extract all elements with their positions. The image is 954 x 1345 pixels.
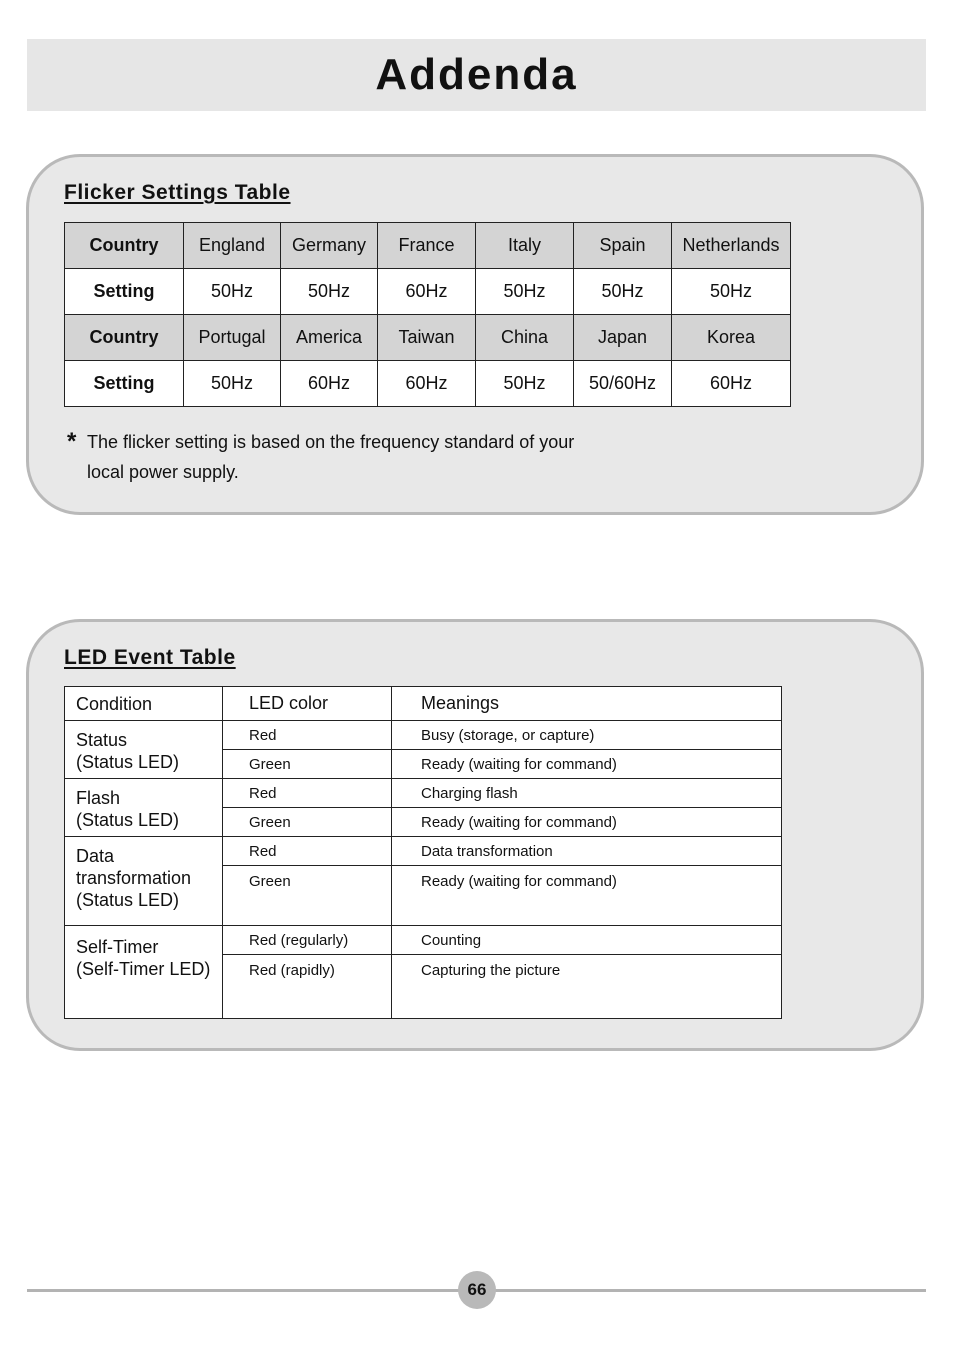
led-color-cell: Red (223, 779, 392, 808)
table-cell: Italy (476, 223, 574, 269)
condition-text: (Status LED) (76, 810, 180, 830)
table-row (65, 315, 791, 361)
table-row (65, 269, 791, 315)
meaning-cell: Charging flash (392, 779, 782, 808)
table-cell: 60Hz (378, 361, 476, 407)
table-cell: 50Hz (281, 269, 378, 315)
table-cell: Portugal (184, 315, 281, 361)
led-color-cell: Red (223, 837, 392, 866)
led-event-panel (26, 619, 924, 1051)
table-cell: France (378, 223, 476, 269)
table-cell: 50Hz (672, 269, 791, 315)
table-cell: 50Hz (476, 269, 574, 315)
condition-cell (65, 837, 223, 926)
page-title: Addenda (375, 50, 578, 99)
table-row (65, 926, 782, 955)
meaning-cell: Capturing the picture (392, 955, 782, 1019)
header-band (27, 39, 926, 111)
meaning-cell: Data transformation (392, 837, 782, 866)
flicker-settings-title: Flicker Settings Table (64, 181, 291, 204)
footnote-line: local power supply. (87, 462, 239, 482)
table-row (65, 779, 782, 808)
table-cell: Spain (574, 223, 672, 269)
condition-cell (65, 721, 223, 779)
table-cell: China (476, 315, 574, 361)
table-cell: Japan (574, 315, 672, 361)
condition-text: Self-Timer (76, 937, 159, 957)
led-color-cell: Red (regularly) (223, 926, 392, 955)
table-cell: Germany (281, 223, 378, 269)
table-cell: 60Hz (672, 361, 791, 407)
led-event-title: LED Event Table (64, 646, 236, 669)
setting-label: Setting (65, 361, 184, 407)
table-row (65, 721, 782, 750)
led-color-cell: Red (223, 721, 392, 750)
condition-text: (Status LED) (76, 890, 180, 910)
table-cell: Korea (672, 315, 791, 361)
meaning-cell: Busy (storage, or capture) (392, 721, 782, 750)
table-cell: 50Hz (476, 361, 574, 407)
table-cell: 60Hz (281, 361, 378, 407)
led-color-cell: Green (223, 866, 392, 926)
meaning-cell: Ready (waiting for command) (392, 866, 782, 926)
condition-text: Data (76, 846, 115, 866)
condition-text: Flash (76, 788, 121, 808)
condition-cell (65, 926, 223, 1019)
asterisk-icon: * (67, 428, 77, 455)
page-number: 66 (458, 1271, 496, 1309)
table-header-row (65, 687, 782, 721)
table-cell: 50/60Hz (574, 361, 672, 407)
table-cell: America (281, 315, 378, 361)
table-cell: Taiwan (378, 315, 476, 361)
condition-text: (Status LED) (76, 752, 180, 772)
condition-text: (Self-Timer LED) (76, 959, 211, 979)
meaning-cell: Counting (392, 926, 782, 955)
led-color-cell: Red (rapidly) (223, 955, 392, 1019)
table-row (65, 223, 791, 269)
meaning-cell: Ready (waiting for command) (392, 808, 782, 837)
table-cell: 50Hz (184, 361, 281, 407)
table-row (65, 361, 791, 407)
led-event-table (64, 686, 782, 1019)
condition-cell (65, 779, 223, 837)
meaning-cell: Ready (waiting for command) (392, 750, 782, 779)
setting-label: Setting (65, 269, 184, 315)
flicker-settings-panel (26, 154, 924, 515)
column-header-condition: Condition (65, 687, 223, 721)
table-cell: England (184, 223, 281, 269)
led-color-cell: Green (223, 808, 392, 837)
column-header-meanings: Meanings (392, 687, 782, 721)
country-label: Country (65, 223, 184, 269)
condition-text: Status (76, 730, 128, 750)
table-cell: 50Hz (184, 269, 281, 315)
table-cell: 50Hz (574, 269, 672, 315)
footnote-line: The flicker setting is based on the frequency standard of your (87, 432, 575, 452)
flicker-footnote (67, 427, 627, 487)
flicker-settings-table (64, 222, 791, 407)
column-header-led-color: LED color (223, 687, 392, 721)
table-cell: 60Hz (378, 269, 476, 315)
led-color-cell: Green (223, 750, 392, 779)
table-cell: Netherlands (672, 223, 791, 269)
table-row (65, 837, 782, 866)
condition-text: transformation (76, 868, 192, 888)
country-label: Country (65, 315, 184, 361)
